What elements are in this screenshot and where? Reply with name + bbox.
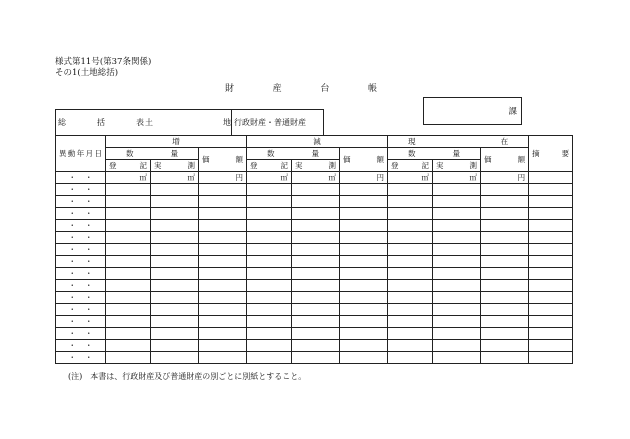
- price-cell[interactable]: [199, 208, 247, 220]
- measured-cell[interactable]: [292, 184, 340, 196]
- table-row: [56, 196, 573, 208]
- price-cell[interactable]: [481, 316, 529, 328]
- price-cell[interactable]: [340, 268, 388, 280]
- remarks-cell[interactable]: [529, 244, 573, 256]
- registered-cell[interactable]: [106, 232, 151, 244]
- registered-cell[interactable]: [388, 172, 433, 184]
- measured-cell[interactable]: [292, 292, 340, 304]
- price-cell[interactable]: [481, 340, 529, 352]
- price-cell[interactable]: [199, 184, 247, 196]
- table-row: [56, 292, 573, 304]
- date-dot: ・: [85, 305, 93, 314]
- date-dot: ・: [85, 185, 93, 194]
- date-cell[interactable]: [56, 244, 106, 256]
- measured-cell[interactable]: [151, 232, 199, 244]
- price-cell[interactable]: [481, 280, 529, 292]
- remarks-header: 摘 要: [529, 136, 573, 172]
- measured-cell[interactable]: [151, 220, 199, 232]
- qty-header: 数 量: [106, 148, 199, 160]
- measured-cell[interactable]: [151, 280, 199, 292]
- ledger-body: [56, 172, 573, 364]
- summary-label: 総 括 表: [58, 118, 144, 127]
- registered-cell[interactable]: [247, 280, 292, 292]
- registered-header: 登 記: [247, 160, 292, 172]
- price-cell[interactable]: [481, 196, 529, 208]
- qty-header: 数 量: [247, 148, 340, 160]
- area-unit: ㎡: [280, 173, 289, 182]
- date-header: 異 動 年 月 日: [56, 136, 106, 172]
- remarks-cell[interactable]: [529, 172, 573, 184]
- price-cell[interactable]: [199, 196, 247, 208]
- remarks-cell[interactable]: [529, 196, 573, 208]
- remarks-cell[interactable]: [529, 268, 573, 280]
- price-cell[interactable]: [199, 220, 247, 232]
- date-dot: ・: [85, 317, 93, 326]
- increase-header: 増: [106, 136, 247, 148]
- registered-cell[interactable]: [247, 220, 292, 232]
- registered-cell[interactable]: [247, 328, 292, 340]
- date-dot: ・: [85, 329, 93, 338]
- date-cell[interactable]: [56, 220, 106, 232]
- yen-unit: 円: [235, 173, 244, 182]
- price-header: 価 額: [199, 148, 247, 172]
- price-cell[interactable]: [481, 208, 529, 220]
- registered-cell[interactable]: [247, 172, 292, 184]
- date-cell[interactable]: [56, 232, 106, 244]
- measured-cell[interactable]: [292, 280, 340, 292]
- date-dot: ・: [85, 341, 93, 350]
- remarks-cell[interactable]: [529, 316, 573, 328]
- measured-cell[interactable]: [433, 340, 481, 352]
- area-unit: ㎡: [139, 173, 147, 182]
- registered-cell[interactable]: [106, 328, 151, 340]
- remarks-cell[interactable]: [529, 184, 573, 196]
- measured-cell[interactable]: [433, 352, 481, 364]
- date-dot: ・: [85, 245, 93, 254]
- date-dot: ・: [68, 221, 76, 230]
- registered-cell[interactable]: [106, 244, 151, 256]
- date-cell[interactable]: [56, 196, 106, 208]
- decrease-header: 減: [247, 136, 388, 148]
- measured-cell[interactable]: [151, 196, 199, 208]
- price-cell[interactable]: [340, 256, 388, 268]
- price-header: 価 額: [340, 148, 388, 172]
- registered-cell[interactable]: [106, 352, 151, 364]
- measured-cell[interactable]: [433, 232, 481, 244]
- date-cell[interactable]: [56, 340, 106, 352]
- date-dot: ・: [68, 293, 76, 302]
- registered-cell[interactable]: [106, 172, 151, 184]
- registered-header: 登 記: [106, 160, 151, 172]
- registered-cell[interactable]: [106, 280, 151, 292]
- registered-cell[interactable]: [247, 184, 292, 196]
- registered-cell[interactable]: [247, 292, 292, 304]
- page-title: 財 産 台 帳: [225, 84, 377, 94]
- date-dot: ・: [68, 341, 76, 350]
- date-dot: ・: [85, 209, 93, 218]
- measured-cell[interactable]: [292, 304, 340, 316]
- registered-cell[interactable]: [106, 184, 151, 196]
- date-dot: ・: [85, 221, 93, 230]
- measured-cell[interactable]: [433, 172, 481, 184]
- registered-cell[interactable]: [388, 292, 433, 304]
- registered-cell[interactable]: [247, 208, 292, 220]
- measured-header: 実 測: [433, 160, 481, 172]
- price-cell[interactable]: [199, 268, 247, 280]
- price-cell[interactable]: [199, 232, 247, 244]
- date-dot: ・: [68, 305, 76, 314]
- registered-cell[interactable]: [106, 256, 151, 268]
- price-cell[interactable]: [199, 292, 247, 304]
- remarks-cell[interactable]: [529, 340, 573, 352]
- registered-cell[interactable]: [388, 244, 433, 256]
- price-cell[interactable]: [481, 268, 529, 280]
- table-row: [56, 304, 573, 316]
- area-unit: ㎡: [187, 173, 195, 182]
- price-cell[interactable]: [340, 172, 388, 184]
- header-row-groups: [56, 136, 573, 148]
- price-cell[interactable]: [340, 220, 388, 232]
- registered-cell[interactable]: [106, 340, 151, 352]
- registered-cell[interactable]: [106, 304, 151, 316]
- price-cell[interactable]: [340, 352, 388, 364]
- measured-cell[interactable]: [151, 328, 199, 340]
- measured-cell[interactable]: [292, 256, 340, 268]
- form-number: 様式第11号(第37条関係): [55, 57, 152, 67]
- table-row: [56, 268, 573, 280]
- table-row: [56, 280, 573, 292]
- measured-cell[interactable]: [151, 292, 199, 304]
- table-row: [56, 316, 573, 328]
- date-dot: ・: [85, 293, 93, 302]
- remarks-cell[interactable]: [529, 208, 573, 220]
- measured-cell[interactable]: [433, 280, 481, 292]
- date-cell[interactable]: [56, 256, 106, 268]
- price-cell[interactable]: [199, 328, 247, 340]
- table-row: [56, 340, 573, 352]
- measured-cell[interactable]: [292, 232, 340, 244]
- registered-cell[interactable]: [106, 292, 151, 304]
- registered-cell[interactable]: [247, 256, 292, 268]
- measured-cell[interactable]: [433, 292, 481, 304]
- measured-header: 実 測: [151, 160, 199, 172]
- table-row: [56, 328, 573, 340]
- measured-cell[interactable]: [151, 256, 199, 268]
- remarks-cell[interactable]: [529, 256, 573, 268]
- price-cell[interactable]: [481, 244, 529, 256]
- registered-cell[interactable]: [388, 256, 433, 268]
- date-cell[interactable]: [56, 304, 106, 316]
- registered-cell[interactable]: [388, 184, 433, 196]
- measured-cell[interactable]: [151, 340, 199, 352]
- date-cell[interactable]: [56, 280, 106, 292]
- remarks-cell[interactable]: [529, 232, 573, 244]
- price-cell[interactable]: [340, 208, 388, 220]
- remarks-cell[interactable]: [529, 292, 573, 304]
- price-cell[interactable]: [199, 304, 247, 316]
- price-cell[interactable]: [481, 328, 529, 340]
- price-cell[interactable]: [481, 232, 529, 244]
- remarks-cell[interactable]: [529, 304, 573, 316]
- registered-cell[interactable]: [388, 352, 433, 364]
- date-cell[interactable]: [56, 328, 106, 340]
- registered-cell[interactable]: [388, 340, 433, 352]
- date-cell[interactable]: [56, 352, 106, 364]
- price-cell[interactable]: [340, 184, 388, 196]
- measured-cell[interactable]: [433, 184, 481, 196]
- registered-cell[interactable]: [388, 208, 433, 220]
- registered-cell[interactable]: [388, 220, 433, 232]
- price-cell[interactable]: [340, 232, 388, 244]
- date-dot: ・: [68, 317, 76, 326]
- date-cell[interactable]: [56, 208, 106, 220]
- date-dot: ・: [68, 329, 76, 338]
- registered-cell[interactable]: [388, 304, 433, 316]
- price-cell[interactable]: [481, 304, 529, 316]
- form-subtitle: その1(土地総括): [55, 68, 119, 78]
- registered-cell[interactable]: [247, 304, 292, 316]
- date-dot: ・: [85, 173, 93, 182]
- table-row: [56, 220, 573, 232]
- measured-cell[interactable]: [433, 328, 481, 340]
- date-dot: ・: [68, 209, 76, 218]
- price-cell[interactable]: [199, 256, 247, 268]
- price-cell[interactable]: [340, 316, 388, 328]
- table-row: [56, 208, 573, 220]
- property-type: 行政財産・普通財産: [234, 118, 306, 127]
- price-cell[interactable]: [340, 244, 388, 256]
- date-cell[interactable]: [56, 316, 106, 328]
- date-dot: ・: [85, 233, 93, 242]
- registered-cell[interactable]: [247, 340, 292, 352]
- measured-cell[interactable]: [433, 220, 481, 232]
- area-unit: ㎡: [328, 173, 337, 182]
- measured-cell[interactable]: [433, 208, 481, 220]
- remarks-cell[interactable]: [529, 280, 573, 292]
- price-cell[interactable]: [199, 352, 247, 364]
- measured-cell[interactable]: [151, 352, 199, 364]
- price-cell[interactable]: [340, 340, 388, 352]
- price-cell[interactable]: [199, 280, 247, 292]
- measured-cell[interactable]: [292, 352, 340, 364]
- price-cell[interactable]: [481, 352, 529, 364]
- remarks-cell[interactable]: [529, 328, 573, 340]
- measured-cell[interactable]: [292, 316, 340, 328]
- footnote: (注) 本書は、行政財産及び普通財産の別ごとに別紙とすること。: [68, 372, 307, 381]
- registered-cell[interactable]: [247, 352, 292, 364]
- registered-cell[interactable]: [247, 316, 292, 328]
- registered-cell[interactable]: [247, 196, 292, 208]
- qty-header: 数 量: [388, 148, 481, 160]
- registered-cell[interactable]: [247, 244, 292, 256]
- table-row: [56, 172, 573, 184]
- measured-cell[interactable]: [433, 256, 481, 268]
- date-cell[interactable]: [56, 292, 106, 304]
- header-row-qty: [56, 148, 573, 160]
- registered-cell[interactable]: [247, 268, 292, 280]
- measured-cell[interactable]: [433, 316, 481, 328]
- date-cell[interactable]: [56, 184, 106, 196]
- date-dot: ・: [85, 353, 93, 362]
- registered-cell[interactable]: [106, 220, 151, 232]
- area-unit: ㎡: [469, 173, 478, 182]
- price-cell[interactable]: [481, 172, 529, 184]
- price-cell[interactable]: [340, 328, 388, 340]
- measured-cell[interactable]: [433, 304, 481, 316]
- date-dot: ・: [68, 257, 76, 266]
- price-cell[interactable]: [481, 292, 529, 304]
- measured-cell[interactable]: [151, 304, 199, 316]
- measured-cell[interactable]: [151, 184, 199, 196]
- measured-cell[interactable]: [292, 244, 340, 256]
- price-cell[interactable]: [340, 292, 388, 304]
- measured-cell[interactable]: [292, 196, 340, 208]
- price-header: 価 額: [481, 148, 529, 172]
- date-dot: ・: [68, 281, 76, 290]
- price-cell[interactable]: [481, 220, 529, 232]
- price-cell[interactable]: [340, 196, 388, 208]
- price-cell[interactable]: [340, 304, 388, 316]
- registered-cell[interactable]: [106, 208, 151, 220]
- date-dot: ・: [85, 197, 93, 206]
- registered-cell[interactable]: [106, 316, 151, 328]
- measured-cell[interactable]: [292, 208, 340, 220]
- measured-cell[interactable]: [151, 316, 199, 328]
- measured-header: 実 測: [292, 160, 340, 172]
- date-dot: ・: [85, 257, 93, 266]
- summary-divider: [231, 109, 232, 136]
- registered-header: 登 記: [388, 160, 433, 172]
- price-cell[interactable]: [481, 256, 529, 268]
- price-cell[interactable]: [481, 184, 529, 196]
- registered-cell[interactable]: [388, 268, 433, 280]
- date-dot: ・: [68, 233, 76, 242]
- section-box: 課: [423, 97, 522, 125]
- price-cell[interactable]: [199, 316, 247, 328]
- measured-cell[interactable]: [292, 340, 340, 352]
- measured-cell[interactable]: [433, 244, 481, 256]
- date-dot: ・: [68, 353, 76, 362]
- date-dot: ・: [85, 281, 93, 290]
- current-header: 現 在: [388, 136, 529, 148]
- price-cell[interactable]: [340, 280, 388, 292]
- measured-cell[interactable]: [292, 172, 340, 184]
- measured-cell[interactable]: [151, 208, 199, 220]
- ledger-table: [55, 135, 573, 364]
- date-cell[interactable]: [56, 172, 106, 184]
- summary-box: [55, 109, 324, 136]
- date-dot: ・: [68, 197, 76, 206]
- area-unit: ㎡: [421, 173, 430, 182]
- table-row: [56, 184, 573, 196]
- table-row: [56, 244, 573, 256]
- yen-unit: 円: [376, 173, 385, 182]
- date-cell[interactable]: [56, 268, 106, 280]
- yen-unit: 円: [517, 173, 526, 182]
- table-row: [56, 352, 573, 364]
- remarks-cell[interactable]: [529, 352, 573, 364]
- measured-cell[interactable]: [292, 220, 340, 232]
- registered-cell[interactable]: [388, 328, 433, 340]
- price-cell[interactable]: [199, 244, 247, 256]
- measured-cell[interactable]: [433, 196, 481, 208]
- measured-cell[interactable]: [151, 244, 199, 256]
- registered-cell[interactable]: [388, 232, 433, 244]
- registered-cell[interactable]: [388, 196, 433, 208]
- summary-land: 土 地: [145, 118, 231, 127]
- registered-cell[interactable]: [388, 316, 433, 328]
- registered-cell[interactable]: [388, 280, 433, 292]
- date-dot: ・: [68, 245, 76, 254]
- price-cell[interactable]: [199, 172, 247, 184]
- date-dot: ・: [85, 269, 93, 278]
- date-dot: ・: [68, 185, 76, 194]
- registered-cell[interactable]: [247, 232, 292, 244]
- price-cell[interactable]: [199, 340, 247, 352]
- date-dot: ・: [68, 173, 76, 182]
- table-row: [56, 256, 573, 268]
- measured-cell[interactable]: [151, 172, 199, 184]
- remarks-cell[interactable]: [529, 220, 573, 232]
- date-dot: ・: [68, 269, 76, 278]
- registered-cell[interactable]: [106, 268, 151, 280]
- measured-cell[interactable]: [433, 268, 481, 280]
- measured-cell[interactable]: [292, 268, 340, 280]
- measured-cell[interactable]: [292, 328, 340, 340]
- table-row: [56, 232, 573, 244]
- measured-cell[interactable]: [151, 268, 199, 280]
- registered-cell[interactable]: [106, 196, 151, 208]
